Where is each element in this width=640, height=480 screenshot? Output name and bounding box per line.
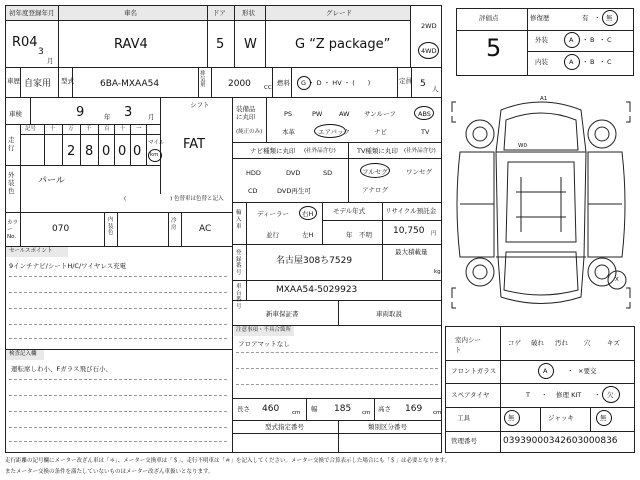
mileage-unit-km: km (150, 152, 159, 158)
displacement-value: 2000 (228, 79, 251, 89)
length-unit: cm (292, 410, 301, 416)
recycle-label: リサイクル預託金 (385, 207, 437, 215)
first-reg-label: 初年度登録年月 (9, 9, 55, 17)
width-value: 185 (334, 404, 352, 414)
management-value: 03939000342603000836 (503, 436, 618, 446)
exterior-color-value: パール (38, 176, 65, 186)
exterior-a: A (569, 36, 574, 44)
score-value: 5 (486, 34, 502, 62)
mileage-digit-5: 0 (133, 144, 142, 159)
length-value: 460 (262, 404, 280, 414)
mileage-digit-3: 0 (102, 144, 111, 159)
tv-oneseg: ワンセグ (406, 168, 432, 176)
spare-tire-kit: 修理 KIT (556, 391, 582, 399)
usage-label: 車歴 (7, 77, 20, 85)
repair-history-label: 修復歴 (530, 14, 550, 22)
nav-dvd-play: DVD再生可 (277, 187, 311, 195)
interior-label: 内装 (535, 58, 548, 66)
vin-label: 車台番号 (236, 284, 242, 310)
displacement-unit: CC (264, 85, 272, 91)
main-form (5, 5, 442, 453)
tv-fullseg: フルセグ (362, 168, 388, 176)
repair-sep: ・ (594, 14, 601, 22)
reg-no-value: 名古屋308ち7529 (276, 256, 353, 266)
inspector-label: 検査記入欄 (9, 351, 37, 357)
inspector-text: 運転席しわ小、Fガラス飛び石小、 (11, 365, 113, 373)
equip-leather: 本革 (282, 128, 295, 136)
footer-line-1: 走行距離の記号欄にメーター改ざん車は「＊」、メーター交換車は「＄」、走行不明車は「＃」を記入してください。メーター交換で合算表示した場合にも「＄」は必要となります。 (5, 458, 451, 464)
tv-type-note: (社外品含む) (404, 148, 436, 154)
diagram-a1: A1 (540, 96, 548, 102)
repair-yes: 有 (582, 14, 589, 22)
seat-stain: 汚れ (555, 339, 568, 347)
displacement-label: 排気量 (200, 71, 206, 88)
seat-scratch: キズ (607, 339, 620, 347)
recycle-unit: 円 (431, 231, 437, 237)
inspection-year: 9 (76, 105, 85, 120)
interior-color-label: 内装色 (108, 217, 114, 237)
inspection-month: 3 (124, 105, 133, 120)
equip-aw: AW (339, 110, 350, 118)
nav-hdd: HDD (246, 169, 261, 177)
shift-value: FAT (183, 137, 206, 152)
exterior-sep2: ・ (599, 36, 606, 44)
score-label: 評価点 (479, 14, 499, 22)
first-reg-month-unit: 月 (47, 57, 54, 65)
fuel-label: 燃料 (277, 79, 290, 87)
usage-value: 自家用 (24, 79, 52, 89)
color-no-value: 070 (52, 224, 70, 234)
tools-value: 無 (508, 414, 515, 422)
height-value: 169 (405, 404, 423, 414)
management-label: 管理番号 (451, 437, 477, 445)
manual-label: 車両取説 (376, 310, 402, 318)
spare-tire-t: T (526, 391, 530, 399)
nav-type-note: (社外品含む) (304, 148, 336, 154)
mileage-digit-4: 0 (118, 144, 127, 159)
exterior-b: B (590, 36, 595, 44)
equipment-sub-label: (純正のみ) (236, 129, 263, 135)
sales-points-label: セールスポイント (9, 248, 53, 254)
capacity-unit: 人 (432, 85, 439, 93)
ac-label: 冷房 (171, 218, 177, 232)
equip-pw: PW (312, 110, 323, 118)
interior-sep2: ・ (599, 58, 606, 66)
interior-c: C (607, 58, 612, 66)
max-load-label: 最大積載量 (395, 248, 428, 256)
inspection-month-unit: 月 (148, 113, 155, 121)
tools-label: 工具 (457, 414, 470, 422)
spare-tire-sep2: ・ (594, 391, 601, 399)
model-year-label: モデル年式 (333, 207, 366, 215)
vin-value: MXAA54-5029923 (276, 285, 358, 295)
interior-b: B (590, 58, 595, 66)
mileage-label: 走行 (8, 136, 15, 153)
inspection-label: 車検 (9, 110, 22, 118)
front-glass-sep: ・ (567, 367, 574, 375)
equip-tv: TV (421, 128, 430, 136)
equip-ps: PS (284, 110, 293, 118)
tv-type-title: TV種類に丸印 (357, 147, 398, 155)
mileage-unit-mile: マイル (148, 140, 165, 146)
grade-value: G “Z package” (295, 37, 391, 52)
equipment-label: 装備品に丸印 (236, 105, 256, 122)
repaint-note: ( ) 色替車は色替と記入 (124, 196, 224, 202)
model-label: 車名 (124, 9, 137, 17)
width-label: 幅 (311, 405, 318, 413)
jack-value: 無 (600, 414, 607, 422)
import-parallel: 並行 (266, 231, 279, 239)
import-label: 輸入車 (236, 210, 242, 231)
drive-2wd: 2WD (421, 22, 437, 30)
interior-sep1: ・ (582, 58, 589, 66)
mileage-hdr-3: 千 (86, 126, 92, 132)
model-year-value: 年 不明 (346, 231, 372, 239)
interior-a: A (569, 58, 574, 66)
sales-points-text: 9インチナビ/シートH/C/ワイヤレス充電 (9, 262, 127, 270)
spare-tire-label: スペアタイヤ (451, 391, 490, 399)
recycle-value: 10,750 (393, 226, 425, 236)
inspection-year-unit: 年 (104, 113, 111, 121)
shape-label: 形状 (242, 9, 255, 17)
diagram-x: X (615, 277, 619, 283)
spare-tire-missing: 欠 (607, 391, 614, 399)
footer-line-2: またメーター交換の条件を満たしていないものはメーター改ざん車扱いとなります。 (5, 469, 214, 475)
repair-none: 無 (606, 14, 613, 22)
mileage-digit-2: 8 (85, 144, 94, 159)
grade-label: グレード (326, 9, 352, 17)
interior-seat-label: 室内シート (455, 336, 481, 354)
color-no-label: カラーNo. (7, 220, 19, 241)
class-no-label: 類別区分番号 (368, 423, 407, 431)
equip-sunroof: サンルーフ (364, 110, 396, 118)
front-glass-replace: ×要交 (578, 367, 597, 375)
import-dealer: ディーラー (257, 210, 289, 218)
exterior-sep1: ・ (582, 36, 589, 44)
seat-hole: 穴 (584, 339, 591, 347)
import-left: 左H (302, 231, 314, 239)
exterior-c: C (607, 36, 612, 44)
diagram-w0: W0 (518, 143, 527, 149)
exterior-label: 外装 (535, 36, 548, 44)
length-label: 長さ (237, 405, 250, 413)
mileage-hdr-0: 記号 (25, 126, 37, 132)
front-glass-a: A (543, 367, 548, 375)
notes-label: 注意事項・不具合箇所 (236, 327, 292, 333)
mileage-hdr-5: 十 (120, 126, 126, 132)
type-no-label: 型式指定番号 (265, 423, 304, 431)
car-diagram (446, 92, 636, 318)
drive-4wd: 4WD (421, 47, 437, 55)
shape-value: W (244, 37, 257, 52)
mileage-hdr-2: 万 (68, 126, 74, 132)
nav-type-title: ナビ種類に丸印 (250, 147, 296, 155)
shift-label: シフト (190, 101, 210, 109)
spare-tire-sep1: ・ (541, 391, 548, 399)
fuel-options: G ・ D ・ HV ・ ( ) (301, 79, 371, 87)
type-label: 型式 (61, 77, 74, 85)
jack-label: ジャッキ (548, 414, 574, 422)
capacity-value: 5 (420, 79, 426, 89)
seat-tear: 破れ (531, 339, 544, 347)
exterior-color-label: 外装色 (8, 171, 15, 195)
nav-sd: SD (323, 169, 333, 177)
nav-cd: CD (248, 187, 258, 195)
ac-value: AC (199, 224, 212, 234)
mileage-hdr-1: 十 (50, 126, 56, 132)
doors-value: 5 (216, 37, 225, 52)
seat-burn: コゲ (508, 339, 521, 347)
model-value: RAV4 (114, 37, 148, 52)
warranty-label: 新車保証書 (266, 310, 299, 318)
height-label: 高さ (378, 405, 391, 413)
first-reg-year: R04 (12, 35, 38, 50)
doors-label: ドア (213, 9, 226, 17)
height-unit: cm (433, 410, 442, 416)
nav-dvd: DVD (286, 169, 301, 177)
mileage-hdr-4: 百 (104, 126, 110, 132)
equip-abs: ABS (418, 110, 431, 118)
mileage-digit-1: 2 (67, 144, 76, 159)
equip-airbag: エアバック (318, 128, 350, 136)
first-reg-month: 3 (38, 47, 44, 57)
import-right: 右H (302, 210, 314, 218)
width-unit: cm (362, 410, 371, 416)
tv-analog: アナログ (362, 186, 388, 194)
notes-text: フロアマットなし (238, 340, 290, 348)
front-glass-label: フロントガラス (451, 367, 497, 375)
type-value: 6BA-MXAA54 (100, 79, 160, 89)
reg-no-label: 登録番号 (236, 250, 242, 276)
mileage-hdr-6: 一 (136, 126, 142, 132)
max-load-unit: kg (434, 269, 441, 275)
capacity-label: 定員 (399, 77, 412, 85)
equip-navi: ナビ (374, 128, 387, 136)
